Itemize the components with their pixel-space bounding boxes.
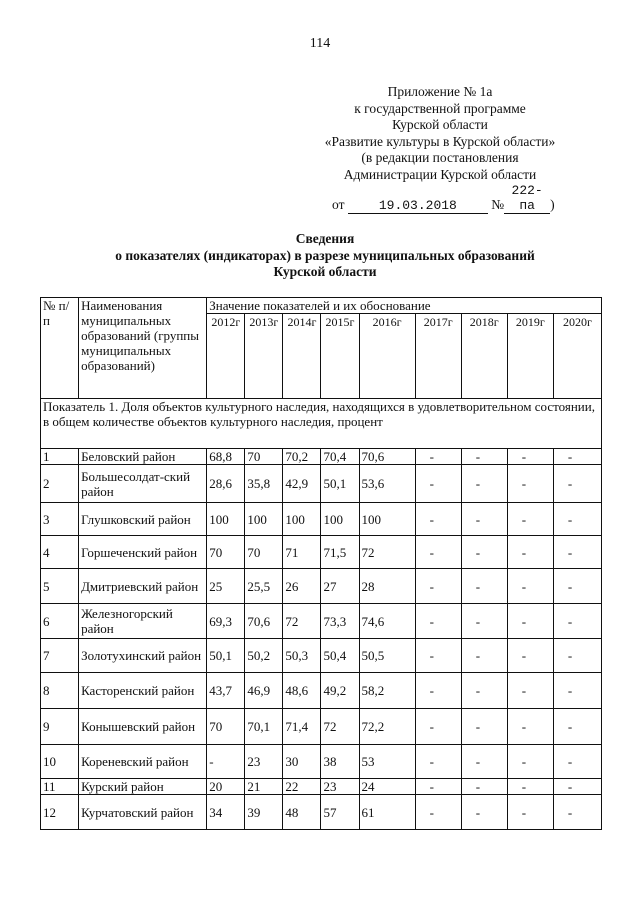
value-cell: 48 <box>283 795 321 830</box>
table-row <box>41 604 602 639</box>
closing-paren: ) <box>550 197 555 212</box>
value-cell: 70,6 <box>359 449 415 465</box>
indicators-table <box>40 297 602 830</box>
table-body <box>41 449 602 830</box>
value-cell: - <box>415 465 461 503</box>
municipality-name: Курский район <box>79 779 207 795</box>
value-cell: - <box>461 673 507 709</box>
value-cell: 26 <box>283 569 321 604</box>
municipality-name: Конышевский район <box>79 709 207 745</box>
value-cell: 73,3 <box>321 604 359 639</box>
value-cell: 50,5 <box>359 639 415 673</box>
value-cell: - <box>461 639 507 673</box>
value-cell: 68,8 <box>207 449 245 465</box>
header-year: 2017г <box>415 314 461 399</box>
table-header <box>41 298 602 449</box>
value-cell: 43,7 <box>207 673 245 709</box>
value-cell: 50,1 <box>207 639 245 673</box>
value-cell: - <box>507 673 553 709</box>
table-row <box>41 449 602 465</box>
row-number: 6 <box>41 604 79 639</box>
decree-number: 222-па <box>504 183 550 214</box>
value-cell: 69,3 <box>207 604 245 639</box>
value-cell: - <box>507 503 553 536</box>
value-cell: 72,2 <box>359 709 415 745</box>
value-cell: 48,6 <box>283 673 321 709</box>
table-row <box>41 465 602 503</box>
number-prefix: № <box>491 197 505 212</box>
value-cell: 30 <box>283 745 321 779</box>
value-cell: - <box>507 745 553 779</box>
value-cell: - <box>461 795 507 830</box>
header-year: 2014г <box>283 314 321 399</box>
value-cell: 34 <box>207 795 245 830</box>
table-row <box>41 673 602 709</box>
table-row <box>41 745 602 779</box>
value-cell: 100 <box>207 503 245 536</box>
value-cell: - <box>415 569 461 604</box>
value-cell: 24 <box>359 779 415 795</box>
table-row <box>41 709 602 745</box>
municipality-name: Кореневский район <box>79 745 207 779</box>
municipality-name: Касторенский район <box>79 673 207 709</box>
value-cell: - <box>461 503 507 536</box>
value-cell: 70 <box>245 536 283 569</box>
municipality-name: Золотухинский район <box>79 639 207 673</box>
value-cell: 100 <box>283 503 321 536</box>
value-cell: 50,4 <box>321 639 359 673</box>
municipality-name: Дмитриевский район <box>79 569 207 604</box>
row-number: 10 <box>41 745 79 779</box>
value-cell: 100 <box>321 503 359 536</box>
value-cell: 71,4 <box>283 709 321 745</box>
value-cell: 71,5 <box>321 536 359 569</box>
municipality-name: Беловский район <box>79 449 207 465</box>
municipality-name: Большесолдат-ский район <box>79 465 207 503</box>
value-cell: - <box>207 745 245 779</box>
document-title <box>60 231 590 281</box>
value-cell: 58,2 <box>359 673 415 709</box>
value-cell: 49,2 <box>321 673 359 709</box>
value-cell: - <box>553 709 601 745</box>
appendix-line: Приложение № 1а <box>387 84 493 99</box>
value-cell: - <box>415 673 461 709</box>
value-cell: 50,3 <box>283 639 321 673</box>
value-cell: 70,2 <box>283 449 321 465</box>
value-cell: 20 <box>207 779 245 795</box>
value-cell: - <box>553 465 601 503</box>
value-cell: - <box>553 604 601 639</box>
value-cell: 70,6 <box>245 604 283 639</box>
header-num: № п/п <box>41 298 79 399</box>
table-row <box>41 503 602 536</box>
value-cell: 38 <box>321 745 359 779</box>
value-cell: 61 <box>359 795 415 830</box>
value-cell: - <box>461 536 507 569</box>
appendix-line: (в редакции постановления <box>361 150 519 165</box>
appendix-line: Курской области <box>392 117 488 132</box>
header-values-group: Значение показателей и их обоснование <box>207 298 602 314</box>
value-cell: 72 <box>359 536 415 569</box>
row-number: 1 <box>41 449 79 465</box>
value-cell: - <box>507 639 553 673</box>
value-cell: 70,1 <box>245 709 283 745</box>
value-cell: - <box>507 449 553 465</box>
municipality-name: Железногорский район <box>79 604 207 639</box>
appendix-line: «Развитие культуры в Курской области» <box>324 133 556 149</box>
row-number: 12 <box>41 795 79 830</box>
value-cell: 74,6 <box>359 604 415 639</box>
value-cell: - <box>415 449 461 465</box>
value-cell: 23 <box>245 745 283 779</box>
value-cell: 28 <box>359 569 415 604</box>
value-cell: 70 <box>207 709 245 745</box>
table-row <box>41 779 602 795</box>
value-cell: - <box>415 639 461 673</box>
value-cell: - <box>415 795 461 830</box>
appendix-line: Администрации Курской области <box>343 166 537 182</box>
value-cell: 71 <box>283 536 321 569</box>
table-row <box>41 639 602 673</box>
indicator-row: Показатель 1. Доля объектов культурного наследия, находящихся в удовлетворительном состоянии, в общем количестве объектов культурного наследия, процент <box>41 399 602 449</box>
header-year: 2012г <box>207 314 245 399</box>
value-cell: 53 <box>359 745 415 779</box>
value-cell: - <box>553 673 601 709</box>
value-cell: 70 <box>245 449 283 465</box>
appendix-line: к государственной программе <box>354 100 526 116</box>
title-line-1: Сведения <box>295 231 355 246</box>
value-cell: - <box>415 503 461 536</box>
value-cell: - <box>553 745 601 779</box>
row-number: 4 <box>41 536 79 569</box>
value-cell: - <box>553 503 601 536</box>
municipality-name: Горшеченский район <box>79 536 207 569</box>
value-cell: 35,8 <box>245 465 283 503</box>
row-number: 9 <box>41 709 79 745</box>
row-number: 11 <box>41 779 79 795</box>
page-number: 114 <box>309 36 331 51</box>
value-cell: 25 <box>207 569 245 604</box>
value-cell: 22 <box>283 779 321 795</box>
value-cell: 100 <box>359 503 415 536</box>
header-year: 2019г <box>507 314 553 399</box>
value-cell: 39 <box>245 795 283 830</box>
value-cell: - <box>553 779 601 795</box>
value-cell: 100 <box>245 503 283 536</box>
value-cell: - <box>461 745 507 779</box>
value-cell: - <box>415 536 461 569</box>
value-cell: - <box>461 569 507 604</box>
row-number: 5 <box>41 569 79 604</box>
value-cell: 25,5 <box>245 569 283 604</box>
value-cell: - <box>461 779 507 795</box>
value-cell: - <box>507 604 553 639</box>
municipality-name: Глушковский район <box>79 503 207 536</box>
header-year: 2018г <box>461 314 507 399</box>
value-cell: - <box>507 569 553 604</box>
table-row <box>41 536 602 569</box>
value-cell: - <box>507 536 553 569</box>
value-cell: - <box>461 709 507 745</box>
header-year: 2016г <box>359 314 415 399</box>
value-cell: - <box>553 795 601 830</box>
title-line-3: Курской области <box>273 264 377 279</box>
date-prefix: от <box>332 197 345 212</box>
value-cell: 50,2 <box>245 639 283 673</box>
value-cell: 53,6 <box>359 465 415 503</box>
value-cell: - <box>415 709 461 745</box>
value-cell: - <box>553 639 601 673</box>
value-cell: - <box>461 465 507 503</box>
value-cell: - <box>415 604 461 639</box>
value-cell: - <box>461 449 507 465</box>
value-cell: 72 <box>321 709 359 745</box>
value-cell: - <box>415 779 461 795</box>
value-cell: 27 <box>321 569 359 604</box>
value-cell: - <box>553 536 601 569</box>
title-line-2: о показателях (индикаторах) в разрезе муниципальных образований <box>115 247 535 263</box>
value-cell: - <box>415 745 461 779</box>
value-cell: 72 <box>283 604 321 639</box>
value-cell: 23 <box>321 779 359 795</box>
value-cell: 70 <box>207 536 245 569</box>
appendix-date-line <box>300 183 580 214</box>
value-cell: - <box>507 795 553 830</box>
value-cell: - <box>461 604 507 639</box>
value-cell: 70,4 <box>321 449 359 465</box>
value-cell: - <box>507 709 553 745</box>
header-year: 2015г <box>321 314 359 399</box>
value-cell: 46,9 <box>245 673 283 709</box>
value-cell: - <box>507 465 553 503</box>
table-row <box>41 569 602 604</box>
table-row <box>41 795 602 830</box>
header-name: Наименования муниципальных образований (группы муниципальных образований) <box>79 298 207 399</box>
row-number: 7 <box>41 639 79 673</box>
value-cell: 42,9 <box>283 465 321 503</box>
header-year: 2020г <box>553 314 601 399</box>
value-cell: 21 <box>245 779 283 795</box>
value-cell: 50,1 <box>321 465 359 503</box>
value-cell: - <box>553 449 601 465</box>
value-cell: - <box>507 779 553 795</box>
appendix-block <box>300 84 580 214</box>
value-cell: 28,6 <box>207 465 245 503</box>
row-number: 8 <box>41 673 79 709</box>
decree-date: 19.03.2018 <box>348 198 488 214</box>
header-year: 2013г <box>245 314 283 399</box>
value-cell: 57 <box>321 795 359 830</box>
value-cell: - <box>553 569 601 604</box>
municipality-name: Курчатовский район <box>79 795 207 830</box>
row-number: 3 <box>41 503 79 536</box>
row-number: 2 <box>41 465 79 503</box>
